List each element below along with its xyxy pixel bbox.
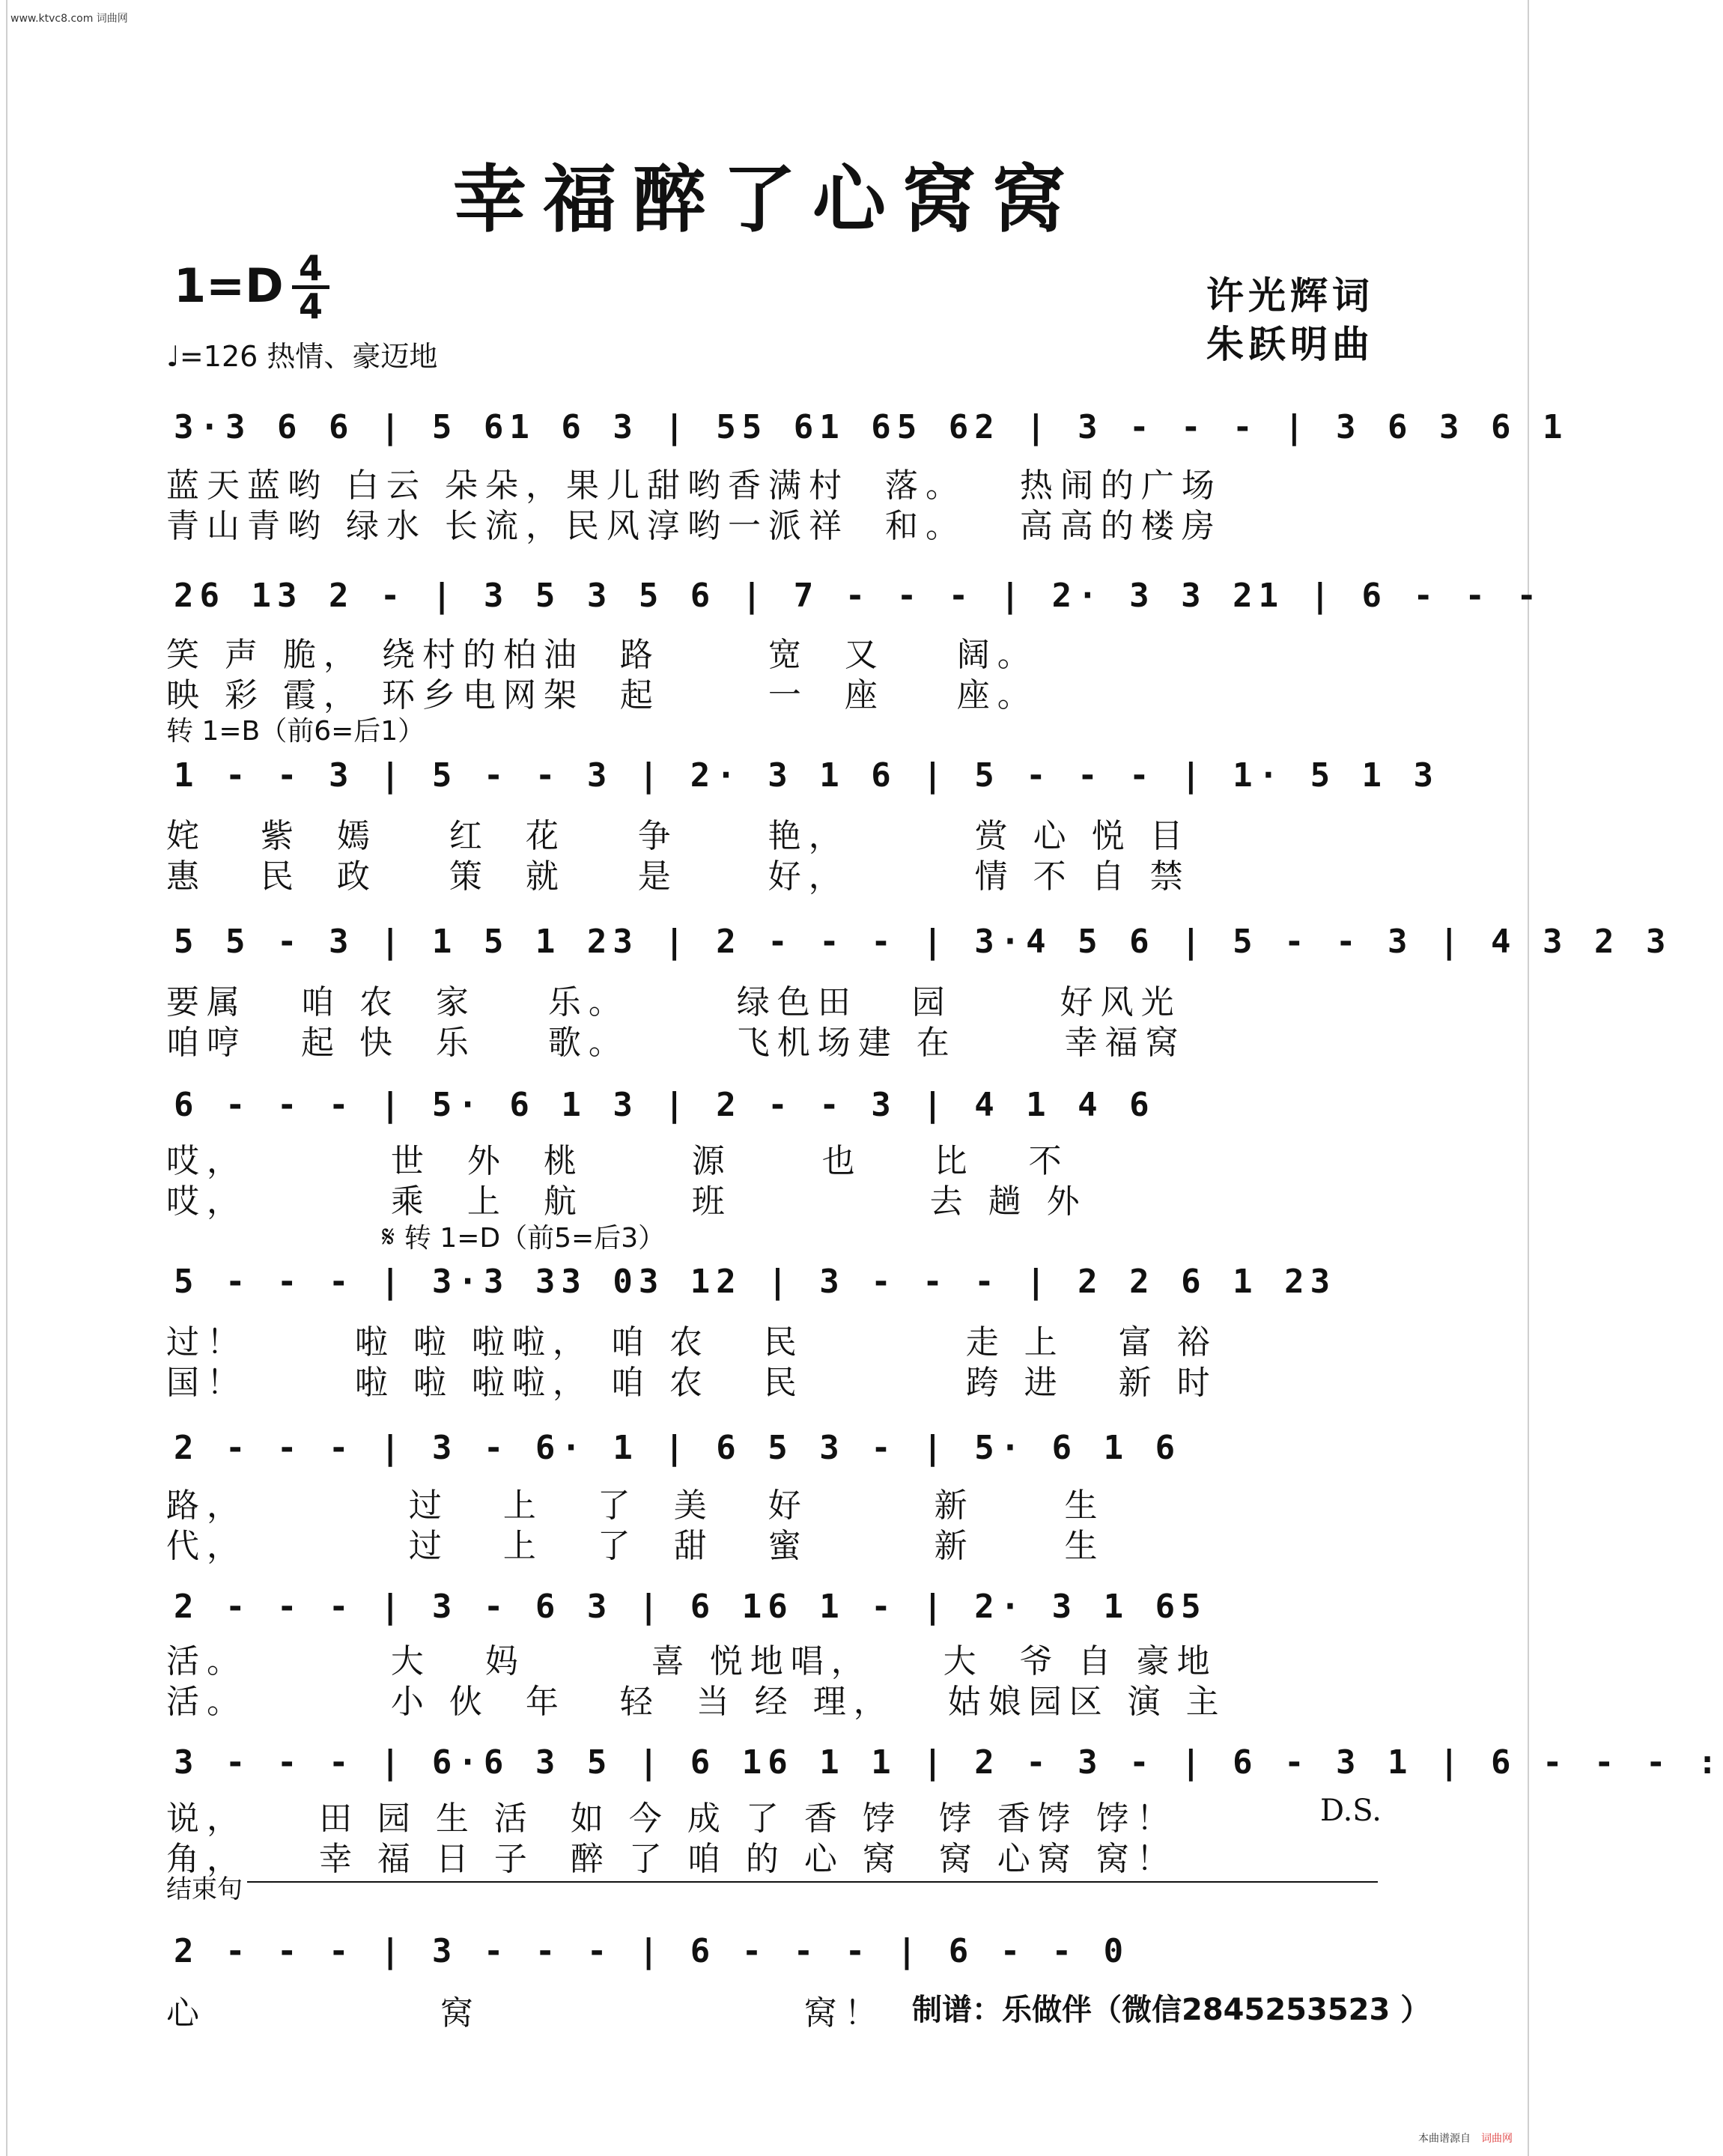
notation-row <box>166 569 1543 629</box>
segno-symbol: 𝄋 <box>382 1220 395 1254</box>
site-watermark-bottom <box>1418 2131 1513 2146</box>
lyric-line-1: 说， 田 园 生 活 如 今 成 了 香 饽 饽 香饽 饽！ <box>166 1800 1177 1838</box>
site-bottom-right: 词曲网 <box>1481 2133 1513 2145</box>
lyric-line-1: 要属 咱 农 家 乐。 绿色田 园 好风光 <box>166 983 1182 1021</box>
notation-notes: 2 - - - | 3 - 6 3 | 6 16 1 - | 2· 3 1 65 <box>174 1588 1207 1626</box>
song-title: 幸福醉了心窝窝 <box>452 157 1082 243</box>
lyric-line-2: 惠 民 政 策 就 是 好， 情 不 自 禁 <box>166 857 1191 896</box>
notation-notes: 26 13 2 - | 3 5 3 5 6 | 7 - - - | 2· 3 3 21 | 6 - - - <box>174 577 1543 615</box>
lyric-line-2: 代， 过 上 了 甜 蜜 新 生 <box>166 1527 1105 1565</box>
coda-bracket-line <box>247 1881 1378 1883</box>
right-border <box>1520 0 1529 2156</box>
lyric-line-1: 姹 紫 嫣 红 花 争 艳， 赏 心 悦 目 <box>166 817 1191 855</box>
notation-notes: 2 - - - | 3 - 6· 1 | 6 5 3 - | 5· 6 1 6 <box>174 1429 1182 1467</box>
lyric-line-2: 哎， 乘 上 航 班 去 趟 外 <box>166 1182 1087 1221</box>
lyric-line-1: 哎， 世 外 桃 源 也 比 不 <box>166 1142 1069 1180</box>
notation-notes: 5 - - - | 3·3 33 03 12 | 3 - - - | 2 2 6 1 23 <box>174 1263 1337 1301</box>
transcriber-credit: 制谱：乐做伴（微信2845253523 ） <box>912 1993 1431 2027</box>
notation-row <box>166 401 1569 461</box>
notation-row <box>166 1255 1379 1315</box>
dal-segno-mark: D.S. <box>1319 1794 1382 1828</box>
modulation-marking: 转 1=D（前5=后3） <box>404 1223 666 1254</box>
lyric-line-1: 活。 大 妈 喜 悦地唱， 大 爷 自 豪地 <box>166 1642 1218 1680</box>
left-border <box>6 0 15 2156</box>
lyricist-credit: 许光辉词 <box>1206 274 1374 318</box>
lyric-line-2: 青山青哟 绿水 长流，民风淳哟一派祥 和。 高高的楼房 <box>166 507 1222 545</box>
notation-notes: 6 - - - | 5· 6 1 3 | 2 - - 3 | 4 1 4 6 <box>174 1086 1155 1124</box>
time-signature <box>292 248 329 327</box>
site-watermark-top: www.ktvc8.com 词曲网 <box>10 13 128 25</box>
notation-notes: 1 - - 3 | 5 - - 3 | 2· 3 1 6 | 5 - - - | 1· 5 1 3 <box>174 756 1440 795</box>
notation-notes: 3 - - - | 6·6 3 5 | 6 16 1 1 | 2 - 3 - | 6 - 3 1 | 6 - - - : <box>174 1743 1723 1782</box>
notation-row <box>166 915 1672 975</box>
lyric-line-1: 笑 声 脆， 绕村的柏油 路 宽 又 阔。 <box>166 636 1038 674</box>
meter-denominator: 4 <box>298 286 323 327</box>
notation-notes: 5 5 - 3 | 1 5 1 23 | 2 - - - | 3·4 5 6 | 5 - - 3 | 4 3 2 3 <box>174 923 1672 961</box>
modulation-marking: 转 1=B（前6=后1） <box>166 716 425 747</box>
key-signature: 1=D <box>174 258 284 313</box>
lyric-line-2: 咱哼 起 快 乐 歌。 飞机场建 在 幸福窝 <box>166 1024 1186 1062</box>
notation-row <box>166 1078 1379 1138</box>
segno-mark <box>382 1217 665 1255</box>
notation-row <box>166 1925 1379 1985</box>
site-bottom-left: 本曲谱源自 <box>1418 2133 1471 2145</box>
tempo-marking: ♩=126 热情、豪迈地 <box>166 340 438 373</box>
lyric-line-1: 过！ 啦 啦 啦啦， 咱 农 民 走 上 富 裕 <box>166 1323 1218 1361</box>
composer-credit: 朱跃明曲 <box>1206 323 1374 366</box>
lyric-line-1: 路， 过 上 了 美 好 新 生 <box>166 1487 1105 1525</box>
coda-label: 结束句 <box>166 1874 243 1904</box>
notation-row <box>166 1421 1379 1481</box>
lyric-line-1: 蓝天蓝哟 白云 朵朵，果儿甜哟香满村 落。 热闹的广场 <box>166 467 1222 505</box>
notation-notes: 2 - - - | 3 - - - | 6 - - - | 6 - - 0 <box>174 1932 1130 1970</box>
lyric-line-2: 活。 小 伙 年 轻 当 经 理， 姑娘园区 演 主 <box>166 1683 1227 1721</box>
meter-numerator: 4 <box>292 251 329 289</box>
lyric-line-2: 映 彩 霞， 环乡电网架 起 一 座 座。 <box>166 676 1038 714</box>
lyric-line-2: 国！ 啦 啦 啦啦， 咱 农 民 跨 进 新 时 <box>166 1364 1218 1402</box>
lyric-line-2: 角， 幸 福 日 子 醉 了 咱 的 心 窝 窝 心窝 窝！ <box>166 1840 1177 1878</box>
lyric-line-1: 心 窝 窝！ <box>166 1994 885 2032</box>
notation-row <box>166 1580 1379 1640</box>
notation-row <box>166 749 1440 809</box>
notation-notes: 3·3 6 6 | 5 61 6 3 | 55 61 65 62 | 3 - - - | 3 6 3 6 1 <box>174 408 1569 446</box>
notation-row <box>166 1736 1723 1796</box>
